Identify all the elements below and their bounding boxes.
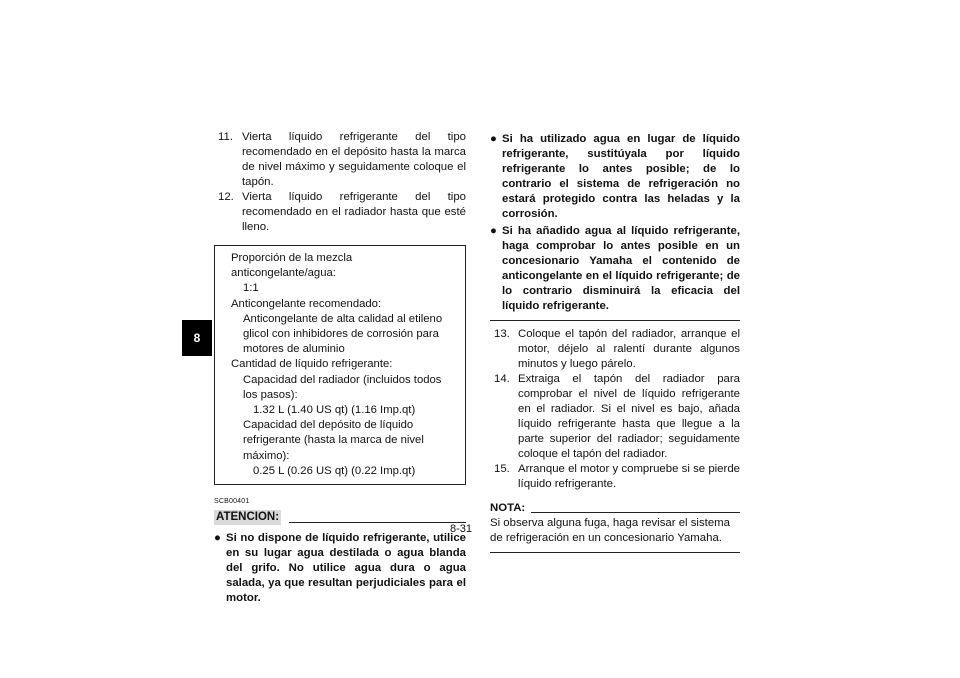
caution-label: ATENCION:: [216, 511, 280, 524]
spec-line: Capacidad del depósito de líquido refrigerante (hasta la marca de nivel máximo):: [243, 419, 424, 462]
step-number: 14.: [494, 373, 510, 385]
note-rule: [531, 512, 740, 513]
step-text: Coloque el tapón del radiador, arranque el motor, déjelo al ralentí durante algunos minutos y luego párelo.: [518, 328, 740, 370]
spec-line: 1:1: [243, 282, 259, 295]
bullet-icon: ●: [490, 133, 497, 145]
bullet-icon: ●: [490, 225, 497, 237]
spec-line: Cantidad de líquido refrigerante:: [231, 358, 393, 371]
spec-line: Anticongelante de alta calidad al etileno glicol con inhibidores de corrosión para motores de aluminio: [243, 312, 443, 356]
step-number: 11.: [218, 131, 233, 143]
spec-line: Capacidad del radiador (incluidos todos los pasos):: [243, 373, 442, 401]
left-column: [214, 130, 466, 606]
reference-code: SCB00401: [214, 498, 250, 506]
caution-bullet: [214, 531, 466, 606]
spec-line: Anticongelante recomendado:: [231, 297, 382, 310]
coolant-spec-box: [214, 245, 466, 485]
section-tab: 8: [182, 320, 212, 356]
step-number: 15.: [494, 463, 510, 475]
caution-end-rule: [490, 320, 740, 321]
step-13: [490, 327, 740, 372]
spec-line: Proporción de la mezcla anticongelante/agua:: [231, 252, 353, 280]
caution-bullet: [490, 132, 740, 222]
caution-bullet: [490, 224, 740, 314]
step-text: Vierta líquido refrigerante del tipo recomendado en el depósito hasta la marca de nivel máximo y seguidamente coloque el tapón.: [242, 131, 466, 188]
step-text: Arranque el motor y compruebe si se pierde líquido refrigerante.: [518, 463, 740, 490]
note-header: [490, 501, 740, 516]
bullet-text: Si ha utilizado agua en lugar de líquido refrigerante, sustitúyala por líquido refrigerante lo antes posible; de lo contrario el sistema de refrigeración no estará protegido contra las heladas y la corrosión.: [502, 133, 740, 220]
step-text: Extraiga el tapón del radiador para comprobar el nivel de líquido refrigerante en el radiador. Si el nivel es bajo, añada líquido refrigerante hasta que llegue a la parte superior del radiador; seguidamente coloque el tapón del radiador.: [518, 373, 740, 460]
caution-rule: [289, 522, 466, 523]
step-number: 12.: [218, 191, 234, 203]
bullet-text: Si no dispone de líquido refrigerante, utilice en su lugar agua destilada o agua blanda del grifo. No utilice agua dura o agua salada, ya que resultan perjudiciales para el motor.: [226, 532, 466, 605]
page-number: 8-31: [450, 523, 473, 535]
note-text: Si observa alguna fuga, haga revisar el sistema de refrigeración en un concesionario Yamaha.: [490, 517, 730, 544]
spec-line: 1.32 L (1.40 US qt) (1.16 Imp.qt): [253, 404, 416, 417]
note-end-rule: [490, 552, 740, 553]
step-11: [214, 130, 466, 190]
step-12: [214, 190, 466, 235]
step-text: Vierta líquido refrigerante del tipo recomendado en el radiador hasta que esté lleno.: [242, 191, 466, 233]
spec-line: 0.25 L (0.26 US qt) (0.22 Imp.qt): [253, 464, 416, 477]
step-15: [490, 462, 740, 492]
caution-header: [214, 510, 466, 525]
bullet-text: Si ha añadido agua al líquido refrigerante, haga comprobar lo antes posible en un concesionario Yamaha el contenido de anticongelante en el líquido refrigerante; de lo contrario disminuirá la eficacia del líquido refrigerante.: [502, 225, 740, 312]
step-14: [490, 372, 740, 462]
bullet-icon: ●: [214, 532, 221, 545]
step-number: 13.: [494, 328, 510, 340]
note-label: NOTA:: [490, 502, 526, 514]
right-column: [490, 130, 740, 553]
